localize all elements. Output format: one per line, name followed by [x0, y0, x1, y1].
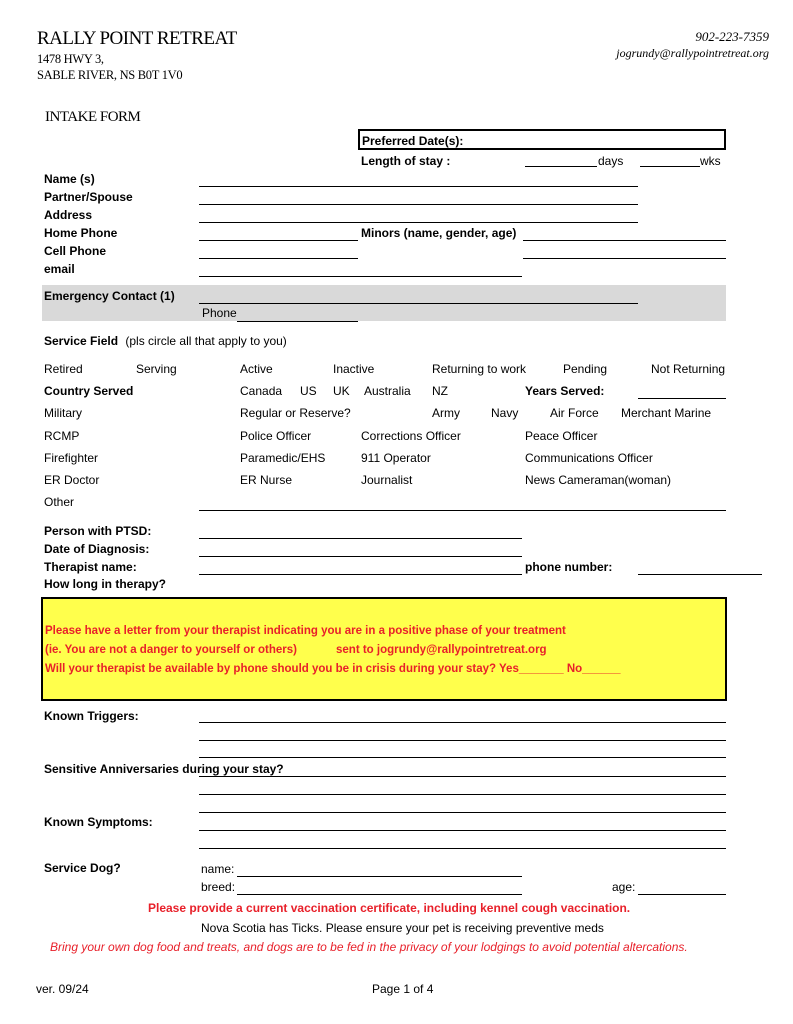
status-active[interactable]: Active: [240, 362, 273, 376]
emergency-contact-label: Emergency Contact (1): [44, 289, 175, 303]
minors-label: Minors (name, gender, age): [361, 226, 517, 240]
country-nz[interactable]: NZ: [432, 384, 448, 398]
status-returning[interactable]: Returning to work: [432, 362, 527, 376]
dog-breed-field[interactable]: [237, 894, 522, 895]
status-inactive[interactable]: Inactive: [333, 362, 375, 376]
cell-phone-label: Cell Phone: [44, 244, 107, 258]
dog-age-label: age:: [612, 880, 636, 894]
anniversaries-field-3[interactable]: [199, 812, 726, 813]
option-peace[interactable]: Peace Officer: [525, 429, 598, 443]
symptoms-field-1[interactable]: [199, 830, 726, 831]
diagnosis-date-label: Date of Diagnosis:: [44, 542, 150, 556]
address-field[interactable]: [199, 222, 638, 223]
preferred-dates-label: Preferred Date(s):: [362, 134, 464, 148]
option-military[interactable]: Military: [44, 406, 82, 420]
service-dog-label: Service Dog?: [44, 861, 121, 875]
years-served-label: Years Served:: [525, 384, 605, 398]
known-triggers-label: Known Triggers:: [44, 709, 139, 723]
notice-line-2b: sent to jogrundy@rallypointretreat.org: [336, 644, 547, 656]
dog-breed-label: breed:: [201, 880, 236, 894]
version-label: ver. 09/24: [36, 982, 89, 996]
option-police[interactable]: Police Officer: [240, 429, 312, 443]
anniversaries-field-1[interactable]: [199, 776, 726, 777]
person-ptsd-field[interactable]: [199, 538, 522, 539]
form-title: INTAKE FORM: [45, 109, 141, 125]
partner-field[interactable]: [199, 204, 638, 205]
length-of-stay-label: Length of stay :: [361, 154, 451, 168]
status-serving[interactable]: Serving: [136, 362, 177, 376]
dog-age-field[interactable]: [638, 894, 726, 895]
header-phone: 902-223-7359: [695, 29, 769, 44]
therapy-length-label: How long in therapy?: [44, 577, 166, 591]
notice-line-1: Please have a letter from your therapist indicating you are in a positive phase of your treatment: [45, 625, 566, 637]
country-australia[interactable]: Australia: [364, 384, 411, 398]
anniversaries-field-2[interactable]: [199, 794, 726, 795]
address-line-1: 1478 HWY 3,: [37, 52, 104, 66]
person-ptsd-label: Person with PTSD:: [44, 524, 152, 538]
known-symptoms-label: Known Symptoms:: [44, 815, 153, 829]
therapist-phone-field[interactable]: [638, 574, 762, 575]
country-uk[interactable]: UK: [333, 384, 350, 398]
name-field[interactable]: [199, 186, 638, 187]
therapist-name-label: Therapist name:: [44, 560, 137, 574]
option-army[interactable]: Army: [432, 406, 460, 420]
option-other[interactable]: Other: [44, 495, 75, 509]
minors-field-2[interactable]: [523, 258, 726, 259]
cell-phone-field[interactable]: [199, 258, 358, 259]
days-field[interactable]: [525, 166, 597, 167]
notice-line-2a: (ie. You are not a danger to yourself or others): [45, 644, 297, 656]
country-canada[interactable]: Canada: [240, 384, 283, 398]
dog-food-notice: Bring your own dog food and treats, and dogs are to be fed in the privacy of your lodgings to avoid potential altercations.: [50, 940, 688, 954]
option-911-operator[interactable]: 911 Operator: [361, 451, 431, 465]
therapist-letter-notice: [41, 597, 727, 701]
emergency-contact-field[interactable]: [199, 303, 638, 304]
page-number: Page 1 of 4: [372, 982, 434, 996]
option-firefighter[interactable]: Firefighter: [44, 451, 99, 465]
home-phone-field[interactable]: [199, 240, 358, 241]
triggers-field-1[interactable]: [199, 722, 726, 723]
status-pending[interactable]: Pending: [563, 362, 608, 376]
notice-line-3: Will your therapist be available by phone should you be in crisis during your stay? Yes_______ No______: [45, 663, 621, 675]
address-line-2: SABLE RIVER, NS B0T 1V0: [37, 68, 183, 82]
option-er-nurse[interactable]: ER Nurse: [240, 473, 293, 487]
triggers-field-3[interactable]: [199, 757, 726, 758]
partner-label: Partner/Spouse: [44, 190, 133, 204]
option-journalist[interactable]: Journalist: [361, 473, 413, 487]
weeks-label: wks: [700, 154, 721, 168]
emergency-phone-field[interactable]: [237, 321, 358, 322]
option-regular-reserve[interactable]: Regular or Reserve?: [240, 406, 351, 420]
name-label: Name (s): [44, 172, 95, 186]
ticks-notice: Nova Scotia has Ticks. Please ensure your pet is receiving preventive meds: [201, 921, 604, 935]
header-email: jogrundy@rallypointretreat.org: [616, 46, 769, 60]
email-field[interactable]: [199, 276, 522, 277]
email-label: email: [44, 262, 75, 276]
other-field[interactable]: [199, 510, 726, 511]
option-navy[interactable]: Navy: [491, 406, 519, 420]
org-name: RALLY POINT RETREAT: [37, 28, 237, 49]
service-field-label: Service Field: [44, 334, 119, 348]
triggers-field-2[interactable]: [199, 740, 726, 741]
weeks-field[interactable]: [640, 166, 700, 167]
therapist-phone-label: phone number:: [525, 560, 613, 574]
option-communications[interactable]: Communications Officer: [525, 451, 653, 465]
days-label: days: [598, 154, 624, 168]
years-served-field[interactable]: [638, 398, 726, 399]
option-corrections[interactable]: Corrections Officer: [361, 429, 461, 443]
minors-field-1[interactable]: [523, 240, 726, 241]
emergency-phone-label: Phone: [202, 306, 237, 320]
anniversaries-label: Sensitive Anniversaries during your stay?: [44, 762, 284, 776]
home-phone-label: Home Phone: [44, 226, 118, 240]
option-er-doctor[interactable]: ER Doctor: [44, 473, 100, 487]
option-merchant-marine[interactable]: Merchant Marine: [621, 406, 712, 420]
symptoms-field-2[interactable]: [199, 848, 726, 849]
vaccination-notice: Please provide a current vaccination certificate, including kennel cough vaccination.: [148, 901, 631, 915]
dog-name-label: name:: [201, 862, 235, 876]
service-field-hint: (pls circle all that apply to you): [125, 334, 287, 348]
option-news-camera[interactable]: News Cameraman(woman): [525, 473, 672, 487]
dog-name-field[interactable]: [237, 876, 522, 877]
address-label: Address: [44, 208, 93, 222]
option-rcmp[interactable]: RCMP: [44, 429, 80, 443]
option-air-force[interactable]: Air Force: [550, 406, 599, 420]
status-retired[interactable]: Retired: [44, 362, 83, 376]
option-paramedic[interactable]: Paramedic/EHS: [240, 451, 326, 465]
service-field-heading: [44, 334, 287, 348]
country-us[interactable]: US: [300, 384, 317, 398]
country-served-label: Country Served: [44, 384, 134, 398]
status-not-returning[interactable]: Not Returning: [651, 362, 726, 376]
therapist-name-field[interactable]: [199, 574, 522, 575]
diagnosis-date-field[interactable]: [199, 556, 522, 557]
